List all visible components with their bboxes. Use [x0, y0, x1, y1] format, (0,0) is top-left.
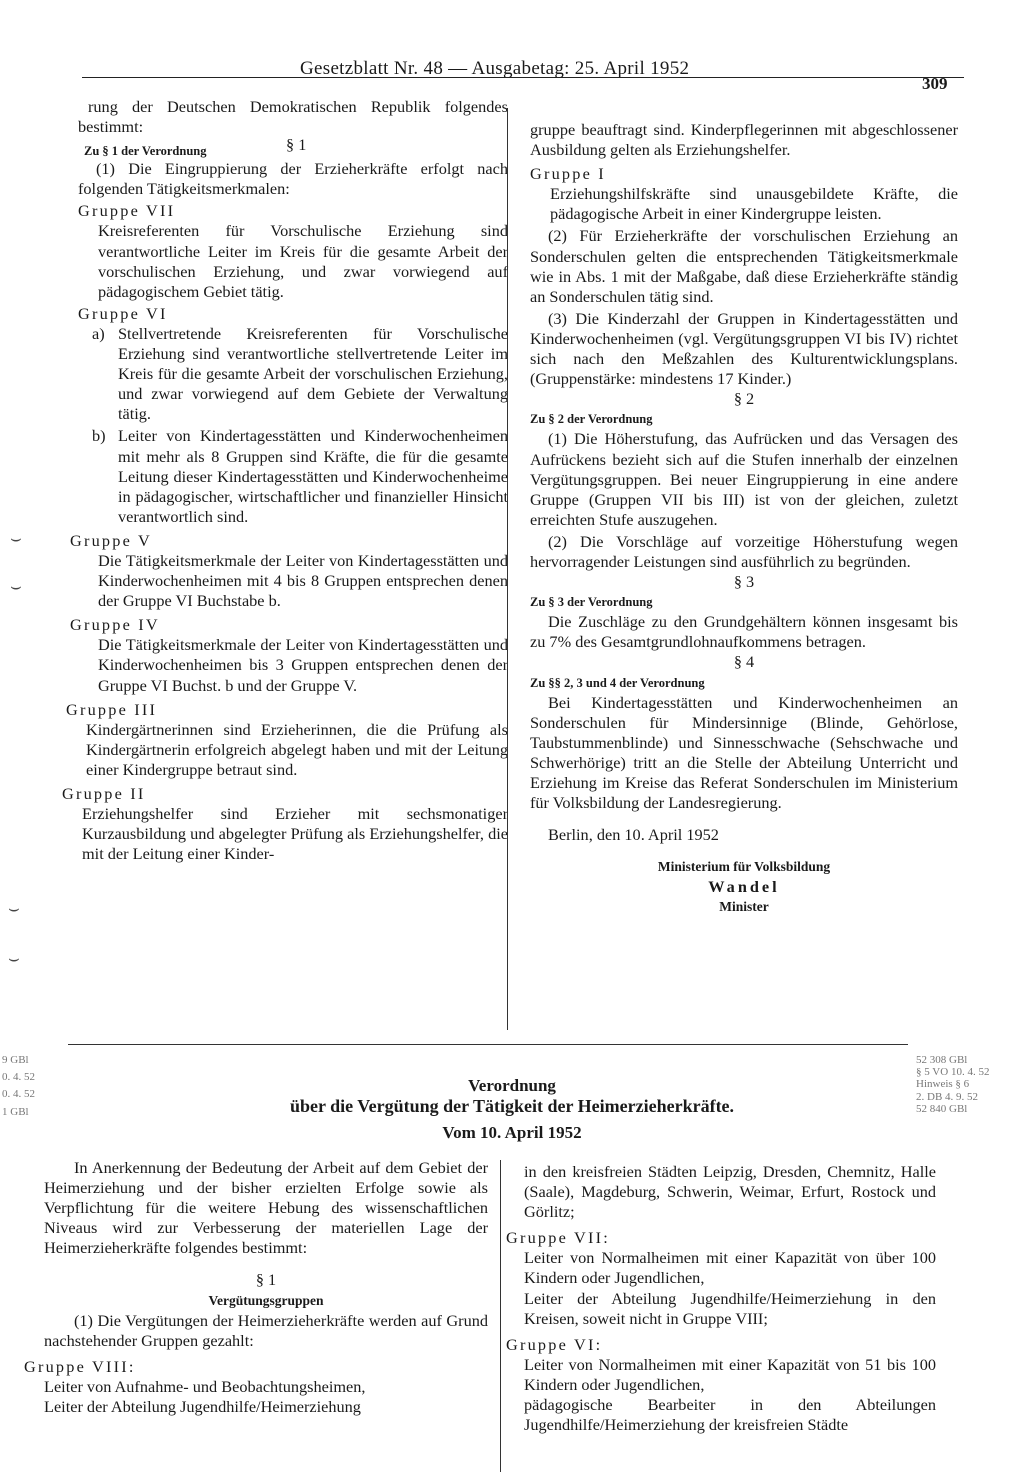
group-5-body: Die Tätigkeitsmerkmale der Leiter von Kindertagesstätten und Kinderwochenheimen mit 4 bis 8 Gruppen entsprechen denen der Gruppe VI Buchstabe b. — [98, 550, 508, 611]
ordinance-section-1-title: Vergütungsgruppen — [208, 1292, 324, 1308]
ordinance-group-7-title: Gruppe VII: — [506, 1228, 610, 1248]
group-4-body: Die Tätigkeitsmerkmale der Leiter von Kindertagesstätten und Kinderwochenheimen bis 3 Gruppen entsprechen denen der Gruppe VI Buchst. b und der Gruppe V. — [98, 635, 508, 695]
page-number: 309 — [922, 74, 948, 93]
group-2-title: Gruppe II — [62, 784, 146, 803]
section-2-paragraph-2: (2) Die Vorschläge auf vorzeitige Höherstufung wegen hervorragender Leistungen sind ausführlich zu begründen. — [530, 531, 958, 571]
ordinance-group-6-line-1: Leiter von Normalheimen mit einer Kapazität von 51 bis 100 Kindern oder Jugendlichen, — [524, 1354, 936, 1394]
paragraph-3: (3) Die Kinderzahl der Gruppen in Kindertagesstätten und Kinderwochenheimen (vgl. Vergütungsgruppen VI bis IV) richtet sich nach den Meßzahlen des Kulturentwicklungsplans. (Gruppenstärke: mindestens 17 Kinder.) — [530, 308, 958, 389]
ordinance-group-6-title: Gruppe VI: — [506, 1334, 603, 1354]
margin-note: Hinweis § 6 — [916, 1078, 970, 1091]
ordinance-paragraph-1: (1) Die Vergütungen der Heimerzieherkräfte werden auf Grund nachstehender Gruppen gezahlt: — [44, 1310, 488, 1350]
zu-4-label: Zu §§ 2, 3 und 4 der Verordnung — [530, 675, 705, 690]
group-5-title: Gruppe V — [70, 530, 152, 550]
section-2-heading: § 2 — [733, 389, 755, 409]
ordinance-title: Verordnung — [468, 1076, 556, 1095]
ordinance-preamble: In Anerkennung der Bedeutung der Arbeit auf dem Gebiet der Heimerziehung und der bisher erzielten Erfolge sowie als Verpflichtung für die weitere Hebung des wissenschaftlichen Niveaus wird zur Verbesserung der materiellen Lage der Heimerzieherkräfte folgendes bestimmt: — [44, 1158, 488, 1258]
ordinance-group-7-line-2: Leiter der Abteilung Jugendhilfe/Heimerziehung in den Kreisen, soweit nicht in Gruppe VIII; — [524, 1288, 936, 1328]
section-2-paragraph-1: (1) Die Höherstufung, das Aufrücken und das Versagen des Aufrückens bezieht sich auf die Stufen innerhalb der einzelnen Vergütungsgruppen. Bei neuer Eingruppierung in eine andere Gruppe (Gruppen VII bis III) ist von der gleichen, zuletzt erreichten Stufe auszugehen. — [530, 429, 958, 529]
margin-note: 9 GBl — [2, 1054, 29, 1066]
margin-note: 0. 4. 52 — [2, 1088, 35, 1101]
group-6-title: Gruppe VI — [78, 303, 168, 323]
section-3-text: Die Zuschläge zu den Grundgehältern können insgesamt bis zu 7% des Gesamtgrundlohnaufkommens betragen. — [530, 612, 958, 652]
continuation-text: gruppe beauftragt sind. Kinderpflegerinnen mit abgeschlossener Ausbildung gelten als Erziehungshelfer. — [530, 120, 958, 160]
ordinance-left-column — [24, 1158, 488, 1417]
header-title: Gesetzblatt Nr. 48 — Ausgabetag: 25. April 1952 — [300, 58, 690, 79]
margin-note: § 5 VO 10. 4. 52 — [916, 1066, 990, 1079]
margin-note: 1 GBl — [2, 1105, 29, 1118]
zu-2-label: Zu § 2 der Verordnung — [530, 412, 653, 427]
margin-note: 2. DB 4. 9. 52 — [916, 1090, 979, 1103]
ordinance-continuation: in den kreisfreien Städten Leipzig, Dresden, Chemnitz, Halle (Saale), Magdeburg, Schwerin, Weimar, Erfurt, Rostock und Görlitz; — [524, 1162, 936, 1222]
group-3-body: Kindergärtnerinnen sind Erzieherinnen, die die Prüfung als Kindergärtnerin erfolgreich abgelegt haben und mit der Leitung einer Kindergruppe betraut sind. — [86, 719, 508, 779]
ordinance-title-block — [60, 1075, 964, 1144]
item-a-text: Stellvertretende Kreisreferenten für Vorschulische Erziehung sind verantwortliche stellvertretende Leiter im Kreis für die gesamte Arbeit der vorschulischen Erziehung, und zwar vorwiegend auf dem Gebiete der Verwaltung tätig. — [118, 323, 508, 424]
place-date: Berlin, den 10. April 1952 — [548, 825, 719, 845]
margin-note: 52 308 GBl — [916, 1054, 968, 1066]
intro-text: rung der Deutschen Demokratischen Republik folgendes bestimmt: — [78, 97, 508, 137]
group-6-item-b — [78, 426, 508, 526]
ordinance-group-8-title: Gruppe VIII: — [24, 1356, 136, 1376]
left-margin-notes — [2, 1054, 35, 1118]
ordinance-date: Vom 10. April 1952 — [442, 1123, 582, 1142]
signer-name: Wandel — [708, 877, 780, 897]
item-b-text: Leiter von Kindertagesstätten und Kinderwochenheimen mit mehr als 8 Gruppen sind Kräfte, die für die gesamte Leitung dieser Kindertagesstätten und Kinderwochenheime in pädagogischer, wirtschaftlicher und finanzieller Hinsicht verantwortlich sind. — [118, 426, 508, 526]
group-7-body: Kreisreferenten für Vorschulische Erziehung sind verantwortliche Leiter im Kreis für die gesamte Arbeit der vorschulischen Erziehung, und zwar vorwiegend auf pädagogischem Gebiet tätig. — [98, 221, 508, 301]
zu-3-label: Zu § 3 der Verordnung — [530, 595, 653, 610]
section-4-text: Bei Kindertagesstätten und Kinderwochenheimen an Sonderschulen für Mindersinnige (Blinde, Gehörlose, Taubstummenblinde) und Sinnesschwache (Sehschwache und Schwerhörige) tritt an die Stelle der Abteilung Unterricht und Erziehung im Kreise das Referat Sonderschulen im Ministerium für Volksbildung der Landesregierung. — [530, 692, 958, 813]
section-1-heading-row — [78, 137, 508, 159]
column-divider — [507, 108, 508, 1030]
paragraph-2: (2) Für Erzieherkräfte der vorschulischen Erziehung an Sonderschulen gelten die entsprechenden Tätigkeitsmerkmale wie in Abs. 1 mit der Maßgabe, daß diese Erzieherkräfte ständig an Sonderschulen tätig sind. — [530, 226, 958, 306]
margin-note: 52 840 GBl — [916, 1102, 968, 1115]
ordinance-column-divider — [500, 1160, 501, 1472]
signer-role: Minister — [719, 899, 769, 915]
ministry-name: Ministerium für Volksbildung — [657, 859, 831, 875]
item-b-label: b) — [92, 426, 106, 446]
ordinance-right-column — [506, 1162, 936, 1435]
ordinance-group-8-line-1: Leiter von Aufnahme- und Beobachtungsheimen, — [44, 1376, 366, 1396]
paragraph-1: (1) Die Eingruppierung der Erzieherkräfte erfolgt nach folgenden Tätigkeitsmerkmalen: — [78, 159, 508, 199]
zu-1-label: Zu § 1 der Verordnung — [84, 144, 207, 159]
section-4-heading: § 4 — [733, 652, 755, 672]
group-7-title: Gruppe VII — [78, 201, 176, 221]
ordinance-section-1: § 1 — [255, 1270, 277, 1290]
margin-check-mark: ⌣ — [8, 948, 20, 968]
right-column — [530, 120, 958, 918]
group-4-title: Gruppe IV — [70, 615, 160, 635]
item-a-label: a) — [92, 323, 105, 343]
margin-check-mark: ⌣ — [8, 898, 20, 918]
margin-check-mark: ⌣ — [10, 576, 22, 596]
group-3-title: Gruppe III — [66, 699, 158, 719]
ordinance-subtitle: über die Vergütung der Tätigkeit der Heimerzieherkräfte. — [289, 1096, 735, 1116]
group-1-body: Erziehungshilfskräfte sind unausgebildete Kräfte, die pädagogische Arbeit in einer Kindergruppe leisten. — [550, 184, 958, 224]
page-header — [0, 58, 1024, 93]
margin-check-mark: ⌣ — [10, 528, 22, 548]
section-3-heading: § 3 — [733, 572, 755, 592]
section-divider — [68, 1044, 908, 1045]
group-1-title: Gruppe I — [530, 164, 606, 184]
ordinance-group-7-line-1: Leiter von Normalheimen mit einer Kapazität von über 100 Kindern oder Jugendlichen, — [524, 1248, 936, 1288]
ordinance-group-6-line-2: pädagogische Bearbeiter in den Abteilungen Jugendhilfe/Heimerziehung der kreisfreien Städte — [524, 1395, 936, 1435]
section-1-heading: § 1 — [286, 135, 307, 155]
ordinance-group-8-line-2: Leiter der Abteilung Jugendhilfe/Heimerziehung — [44, 1397, 361, 1417]
group-2-body: Erziehungshelfer sind Erzieher mit sechsmonatiger Kurzausbildung und abgelegter Prüfung als Erziehungshelfer, die mit der Leitung einer Kinder- — [82, 804, 508, 864]
group-6-item-a — [78, 324, 508, 424]
header-rule — [82, 77, 964, 78]
margin-note: 0. 4. 52 — [2, 1071, 35, 1084]
left-column — [62, 97, 508, 864]
